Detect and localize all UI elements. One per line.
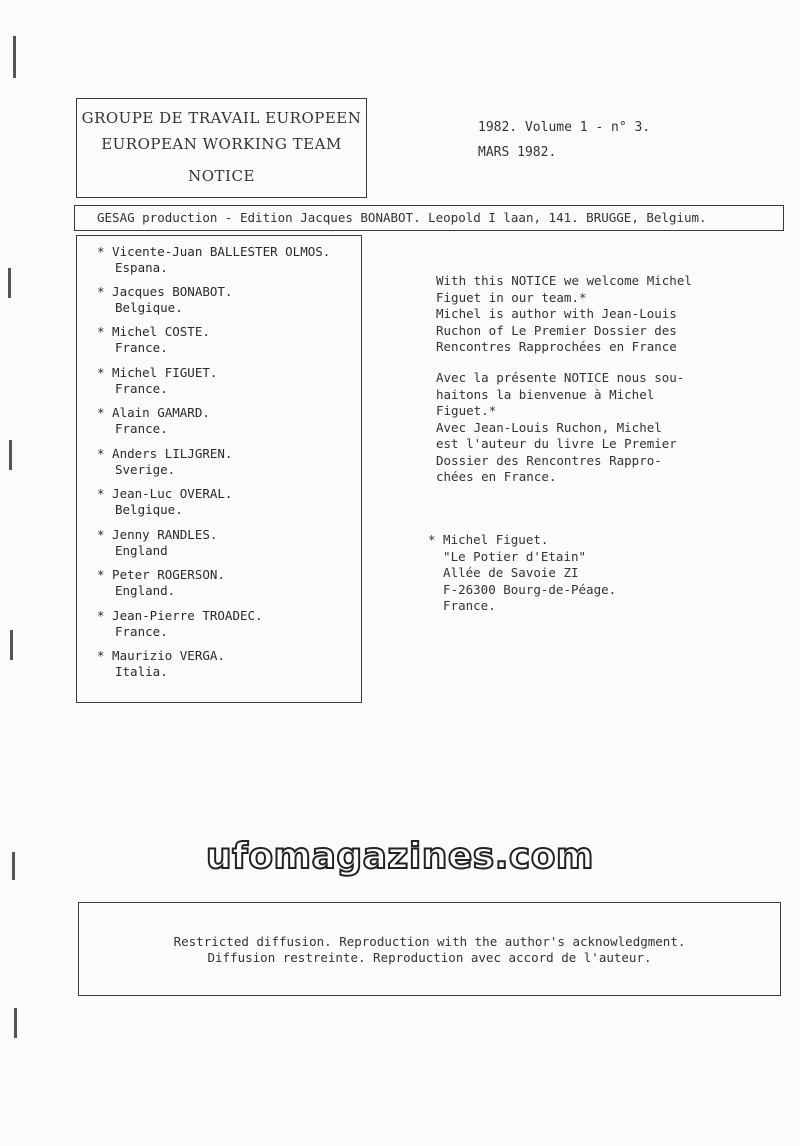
english-line: Rencontres Rapprochées en France <box>436 339 677 354</box>
member-name: * Anders LILJGREN. <box>97 446 233 461</box>
french-line: chées en France. <box>436 469 557 484</box>
publisher-line: GESAG production - Edition Jacques BONABOT. Leopold I laan, 141. BRUGGE, Belgium. <box>74 205 784 231</box>
member-name: * Vicente-Juan BALLESTER OLMOS. <box>97 244 331 259</box>
footer-box <box>78 902 781 996</box>
footer-line-french: Diffusion restreinte. Reproduction avec accord de l'auteur. <box>207 950 652 965</box>
issue-date: MARS 1982. <box>478 145 557 160</box>
english-paragraph <box>436 273 766 356</box>
member-name: * Jenny RANDLES. <box>97 527 218 542</box>
issue-number: 1982. Volume 1 - n° 3. <box>478 120 651 135</box>
french-line: Avec la présente NOTICE nous sou- <box>436 370 685 385</box>
member-entry <box>97 446 232 478</box>
member-country: Espana. <box>115 260 168 275</box>
english-line: Ruchon of Le Premier Dossier des <box>436 322 677 338</box>
member-country: Belgique. <box>115 502 183 517</box>
member-entry <box>97 567 225 599</box>
binding-mark <box>10 630 13 660</box>
member-country: England <box>115 543 168 558</box>
member-entry <box>97 244 330 276</box>
member-entry <box>97 527 217 559</box>
french-line: est l'auteur du livre Le Premier <box>436 436 677 451</box>
member-country: Sverige. <box>115 462 176 477</box>
member-entry <box>97 365 217 397</box>
site-watermark: ufomagazines.com <box>206 836 594 877</box>
address-line: F-26300 Bourg-de-Péage. <box>428 581 617 597</box>
member-country: Italia. <box>115 664 168 679</box>
member-name: * Jean-Luc OVERAL. <box>97 486 233 501</box>
binding-mark <box>14 1008 17 1038</box>
address-line: France. <box>428 598 496 613</box>
member-name: * Alain GAMARD. <box>97 405 210 420</box>
binding-mark <box>9 440 12 470</box>
title-box <box>76 98 367 198</box>
member-country: England. <box>115 583 176 598</box>
french-line: Dossier des Rencontres Rappro- <box>436 452 662 468</box>
member-country: France. <box>115 421 168 436</box>
french-paragraph <box>436 370 766 486</box>
binding-mark <box>8 268 11 298</box>
english-line: With this NOTICE we welcome Michel <box>436 273 692 288</box>
member-name: * Maurizio VERGA. <box>97 648 225 663</box>
member-country: France. <box>115 381 168 396</box>
member-entry <box>97 486 232 518</box>
footer-line-english: Restricted diffusion. Reproduction with the author's acknowledgment. <box>173 934 686 949</box>
french-line: Avec Jean-Louis Ruchon, Michel <box>436 419 662 435</box>
title-line-1: GROUPE DE TRAVAIL EUROPEEN <box>81 109 362 127</box>
address-block <box>428 532 616 615</box>
member-name: * Jean-Pierre TROADEC. <box>97 608 263 623</box>
member-country: Belgique. <box>115 300 183 315</box>
member-entry <box>97 284 232 316</box>
member-name: * Michel FIGUET. <box>97 365 218 380</box>
title-line-2: EUROPEAN WORKING TEAM <box>101 135 342 153</box>
member-entry <box>97 608 263 640</box>
title-line-3: NOTICE <box>188 167 255 185</box>
member-entry <box>97 324 210 356</box>
address-line: Allée de Savoie ZI <box>428 565 579 580</box>
binding-mark <box>13 36 16 78</box>
english-line: Michel is author with Jean-Louis <box>436 306 677 321</box>
english-line: Figuet in our team.* <box>436 289 587 305</box>
address-line: * Michel Figuet. <box>428 532 549 547</box>
member-entry <box>97 405 210 437</box>
french-line: haitons la bienvenue à Michel <box>436 386 655 402</box>
address-line: "Le Potier d'Etain" <box>428 548 587 564</box>
member-name: * Michel COSTE. <box>97 324 210 339</box>
members-list <box>76 235 362 703</box>
member-name: * Jacques BONABOT. <box>97 284 233 299</box>
member-country: France. <box>115 340 168 355</box>
member-name: * Peter ROGERSON. <box>97 567 225 582</box>
french-line: Figuet.* <box>436 403 497 418</box>
member-entry <box>97 648 225 680</box>
member-country: France. <box>115 624 168 639</box>
